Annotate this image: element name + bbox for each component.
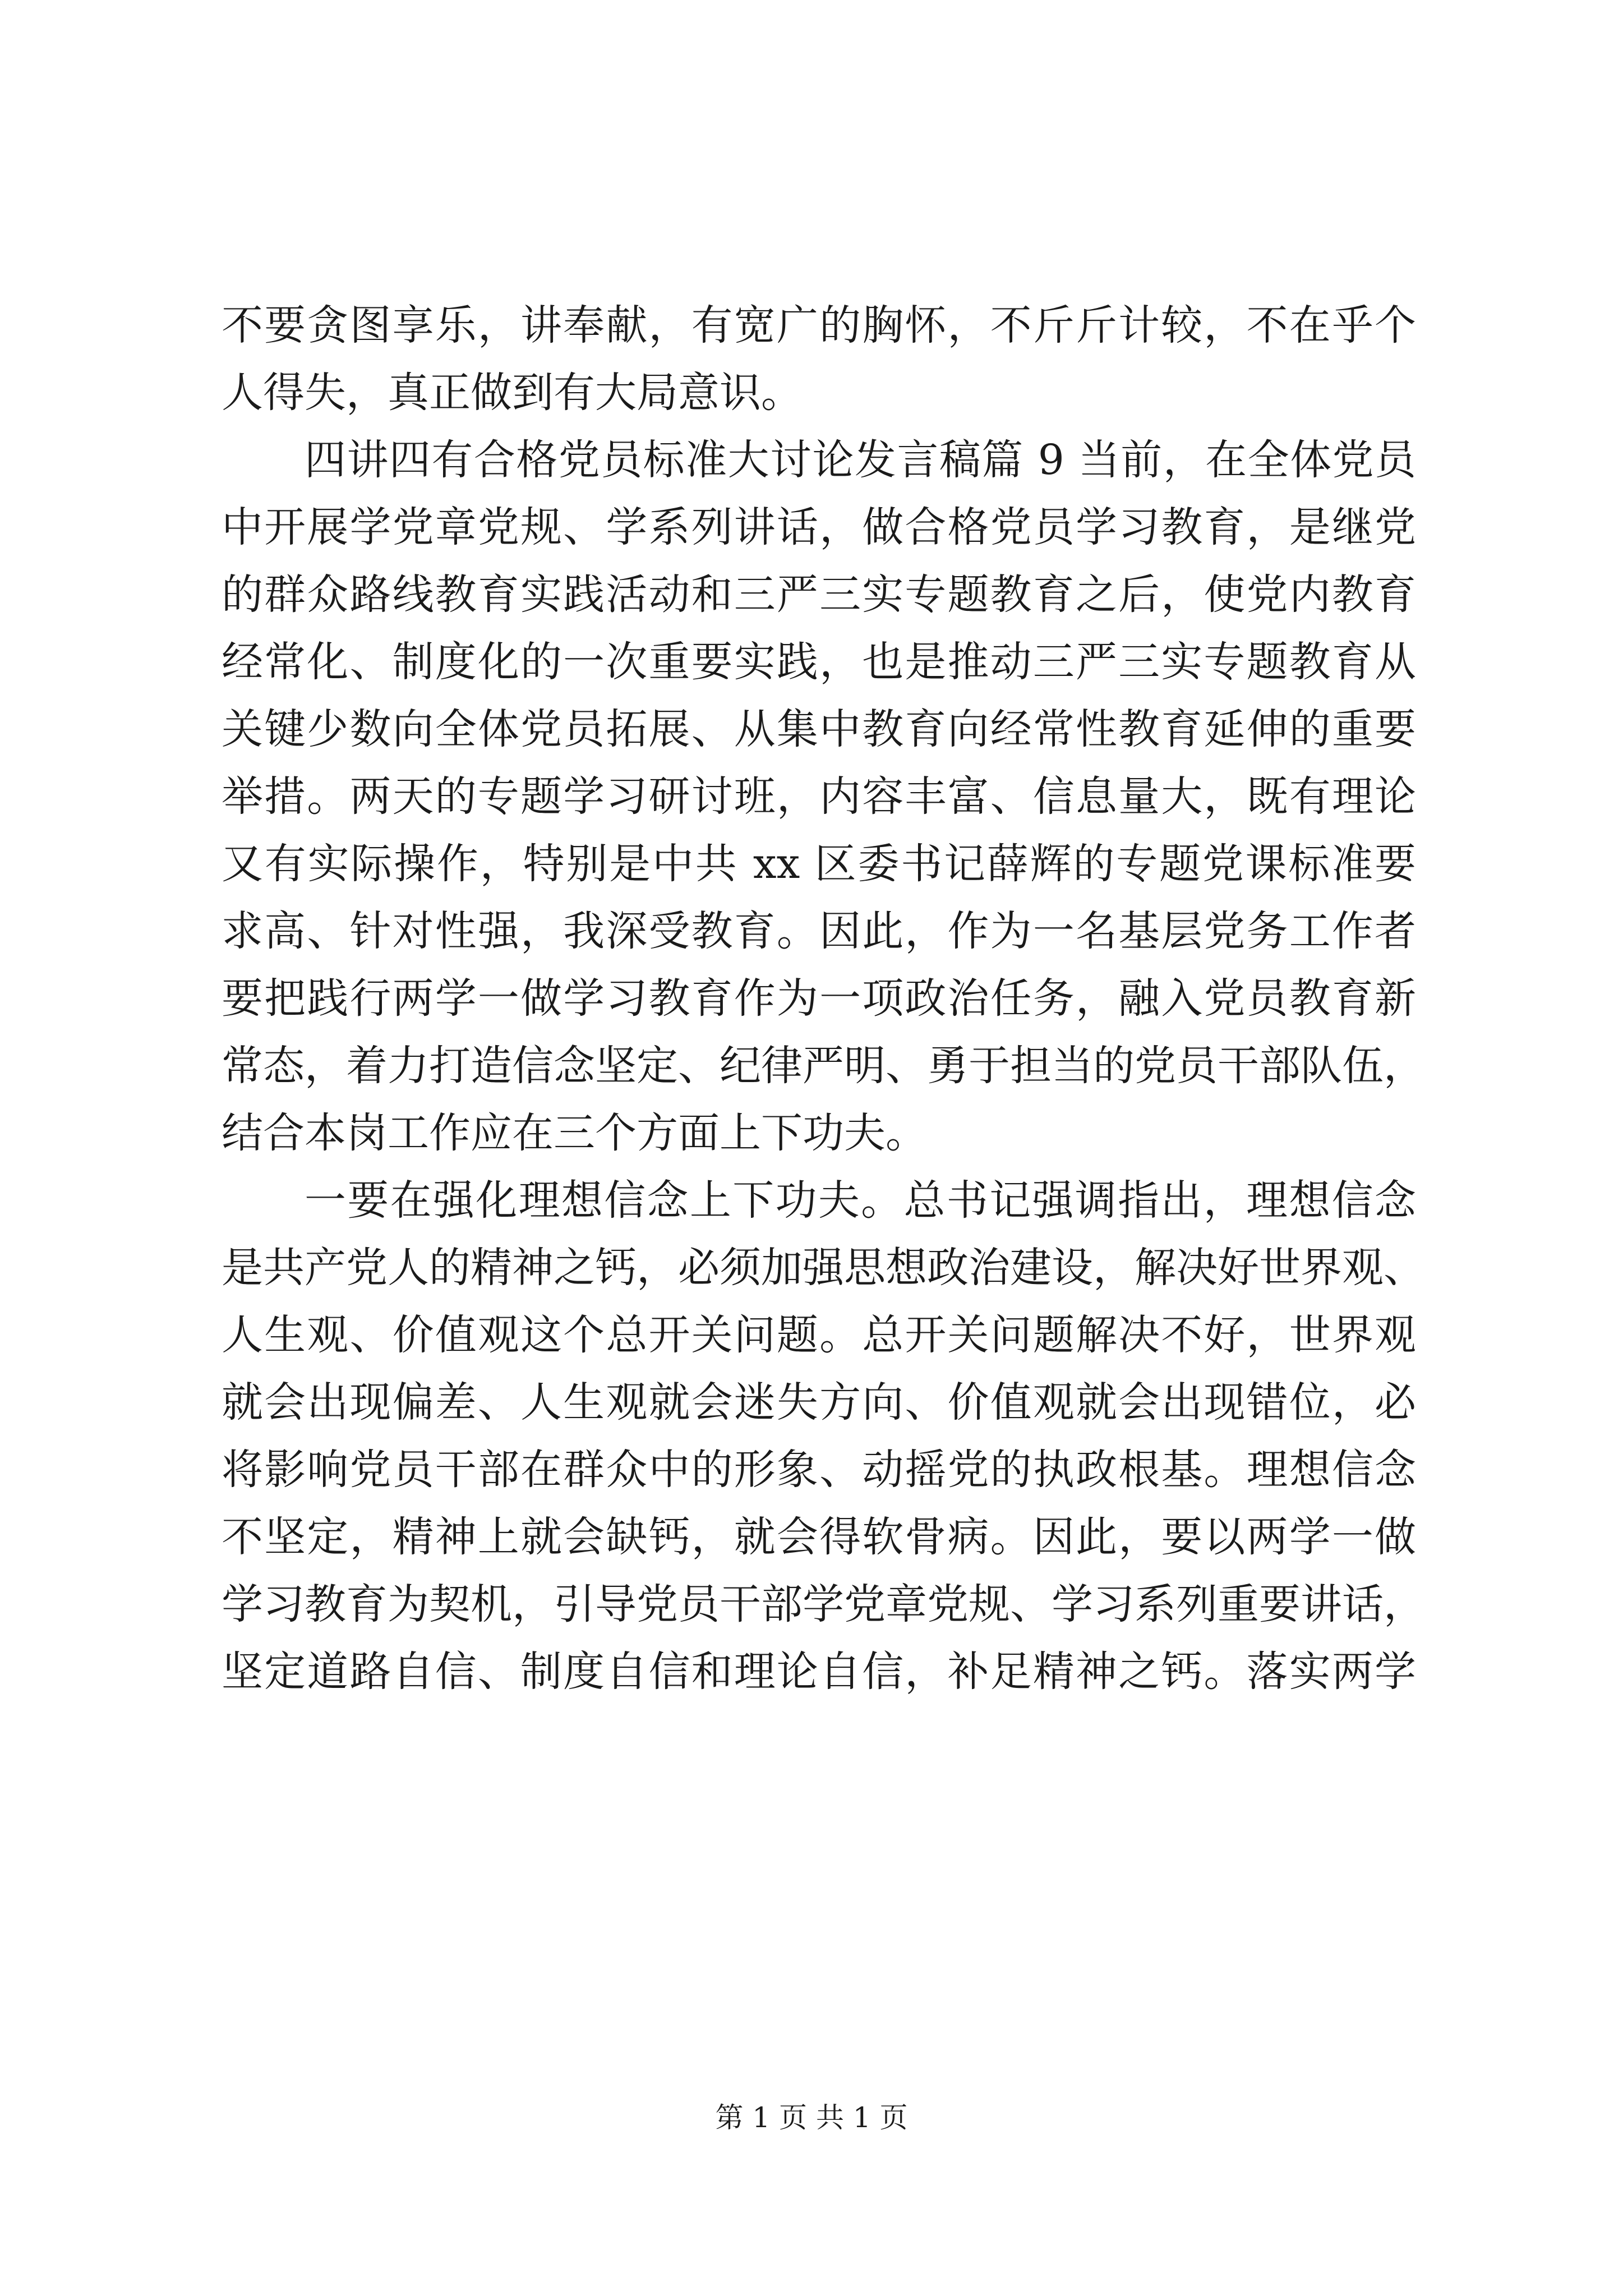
- text-line: 结合本岗工作应在三个方面上下功夫。: [222, 1109, 927, 1157]
- page-footer: 第 1 页 共 1 页: [715, 2101, 908, 2134]
- text-line: 不要贪图享乐，讲奉献，有宽广的胸怀，不斤斤计较，不在乎个: [222, 301, 1416, 349]
- text-line: 又有实际操作，特别是中共 xx 区委书记薛辉的专题党课标准要: [222, 840, 1416, 888]
- text-line: 要把践行两学一做学习教育作为一项政治任务，融入党员教育新: [222, 974, 1416, 1023]
- text-line: 一要在强化理想信念上下功夫。总书记强调指出，理想信念: [305, 1176, 1416, 1225]
- text-line: 举措。两天的专题学习研讨班，内容丰富、信息量大，既有理论: [222, 772, 1416, 821]
- text-line: 求高、针对性强，我深受教育。因此，作为一名基层党务工作者: [222, 907, 1416, 955]
- text-line: 是共产党人的精神之钙，必须加强思想政治建设，解决好世界观、: [222, 1244, 1425, 1292]
- text-line: 不坚定，精神上就会缺钙，就会得软骨病。因此，要以两学一做: [222, 1513, 1416, 1561]
- text-line: 中开展学党章党规、学系列讲话，做合格党员学习教育，是继党: [222, 503, 1416, 551]
- document-body: [222, 292, 1425, 1705]
- text-line: 关键少数向全体党员拓展、从集中教育向经常性教育延伸的重要: [222, 705, 1416, 753]
- text-line: 坚定道路自信、制度自信和理论自信，补足精神之钙。落实两学: [222, 1648, 1416, 1696]
- text-line: 人生观、价值观这个总开关问题。总开关问题解决不好，世界观: [222, 1311, 1416, 1359]
- text-line: 学习教育为契机，引导党员干部学党章党规、学习系列重要讲话，: [222, 1580, 1425, 1628]
- text-line: 常态，着力打造信念坚定、纪律严明、勇于担当的党员干部队伍，: [222, 1042, 1425, 1090]
- text-line: 就会出现偏差、人生观就会迷失方向、价值观就会出现错位，必: [222, 1378, 1416, 1427]
- text-line: 经常化、制度化的一次重要实践，也是推动三严三实专题教育从: [222, 638, 1416, 686]
- text-line: 四讲四有合格党员标准大讨论发言稿篇 9 当前，在全体党员: [305, 436, 1416, 484]
- text-line: 人得失，真正做到有大局意识。: [222, 369, 803, 417]
- text-line: 将影响党员干部在群众中的形象、动摇党的执政根基。理想信念: [222, 1446, 1416, 1494]
- text-line: 的群众路线教育实践活动和三严三实专题教育之后，使党内教育: [222, 570, 1416, 619]
